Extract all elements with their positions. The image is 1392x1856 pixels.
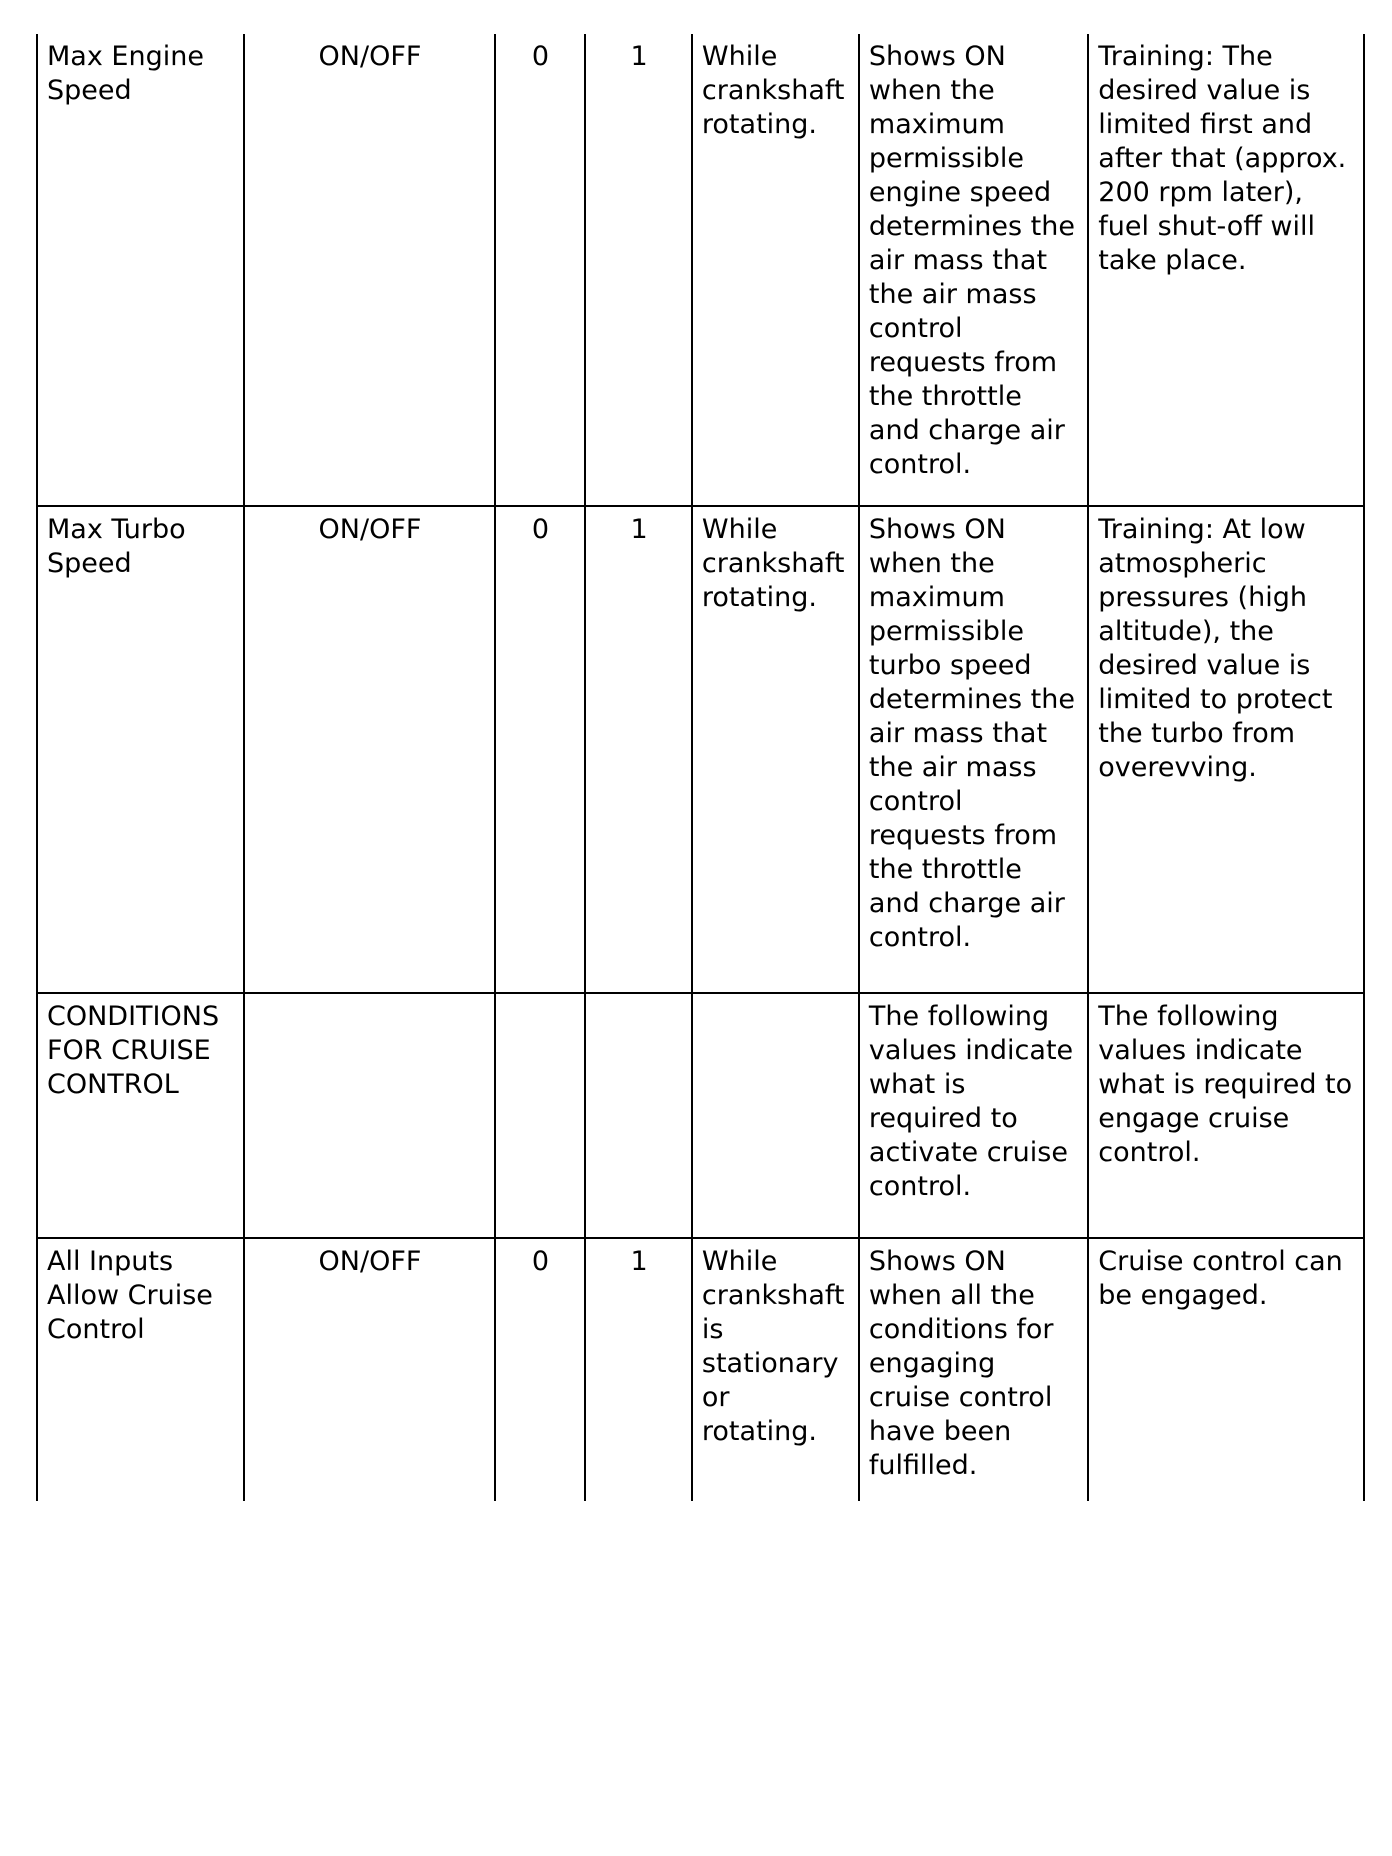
cell-notes — [1088, 993, 1364, 1238]
cell-min — [495, 993, 586, 1238]
table-row-all-inputs-allow-cruise-control — [37, 1238, 1364, 1501]
cell-condition — [692, 506, 859, 993]
cell-condition — [692, 993, 859, 1238]
cell-notes — [1088, 1238, 1364, 1501]
notes-text: Cruise control can be engaged. — [1098, 1246, 1343, 1311]
cell-description — [859, 1238, 1088, 1501]
unit-value: ON/OFF — [318, 1246, 422, 1277]
cell-unit — [244, 1238, 495, 1501]
table-row-max-engine-speed — [37, 34, 1364, 506]
cell-max — [585, 506, 692, 993]
description-text: Shows ON when the maximum permissible engine speed determines the air mass that the air mass control requests from the throttle and charge air control. — [868, 41, 1075, 480]
cell-parameter-name — [37, 1238, 244, 1501]
description-text: Shows ON when all the conditions for engaging cruise control have been fulfilled. — [868, 1246, 1054, 1481]
notes-text: Training: The desired value is limited first and after that (approx. 200 rpm later), fuel shut-off will take place. — [1098, 41, 1347, 276]
max-value: 1 — [630, 514, 648, 545]
cell-min — [495, 1238, 586, 1501]
cell-description — [859, 34, 1088, 506]
cell-condition — [692, 1238, 859, 1501]
condition-text: While crankshaft rotating. — [701, 514, 845, 613]
cell-min — [495, 506, 586, 993]
cell-parameter-name — [37, 993, 244, 1238]
parameter-name: Max Turbo Speed — [47, 514, 186, 579]
cell-unit — [244, 34, 495, 506]
cell-condition — [692, 34, 859, 506]
cell-unit — [244, 506, 495, 993]
unit-value: ON/OFF — [318, 41, 422, 72]
max-value: 1 — [630, 41, 648, 72]
min-value: 0 — [531, 1246, 550, 1277]
notes-text: The following values indicate what is required to engage cruise control. — [1098, 1001, 1353, 1168]
cell-notes — [1088, 506, 1364, 993]
cell-notes — [1088, 34, 1364, 506]
cell-parameter-name — [37, 34, 244, 506]
condition-text: While crankshaft rotating. — [701, 41, 845, 140]
max-value: 1 — [630, 1246, 648, 1277]
condition-text: While crankshaft is stationary or rotating. — [701, 1246, 845, 1447]
cell-max — [585, 34, 692, 506]
cell-parameter-name — [37, 506, 244, 993]
cell-max — [585, 993, 692, 1238]
cell-max — [585, 1238, 692, 1501]
parameter-name: Max Engine Speed — [47, 41, 204, 106]
description-text: The following values indicate what is required to activate cruise control. — [868, 1001, 1074, 1202]
parameter-name: CONDITIONS FOR CRUISE CONTROL — [47, 1001, 220, 1100]
cell-unit — [244, 993, 495, 1238]
unit-value: ON/OFF — [318, 514, 422, 545]
table-row-max-turbo-speed — [37, 506, 1364, 993]
parameter-table — [36, 34, 1365, 1501]
parameter-name: All Inputs Allow Cruise Control — [47, 1246, 213, 1345]
min-value: 0 — [531, 514, 550, 545]
cell-min — [495, 34, 586, 506]
description-text: Shows ON when the maximum permissible turbo speed determines the air mass that the air mass control requests from the throttle and charge air control. — [868, 514, 1075, 953]
cell-description — [859, 506, 1088, 993]
cell-description — [859, 993, 1088, 1238]
min-value: 0 — [531, 41, 550, 72]
notes-text: Training: At low atmospheric pressures (high altitude), the desired value is limited to protect the turbo from overevving. — [1098, 514, 1333, 783]
table-row-conditions-for-cruise-control — [37, 993, 1364, 1238]
